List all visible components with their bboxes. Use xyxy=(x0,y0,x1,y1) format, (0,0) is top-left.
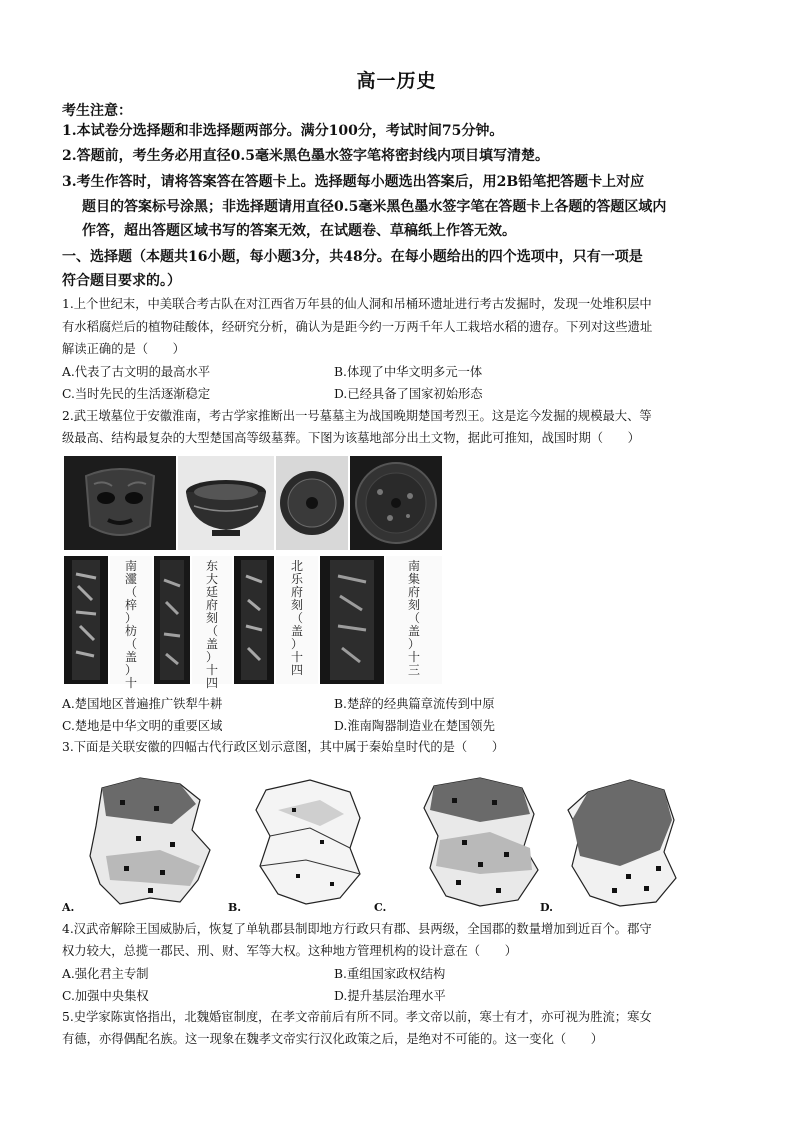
slip-glyph: ） xyxy=(205,650,218,664)
slip-glyph: 梓 xyxy=(124,598,137,612)
slip-glyph: 南 xyxy=(407,559,420,573)
slip-glyph: 集 xyxy=(407,572,420,586)
slip-glyph: ） xyxy=(407,637,420,651)
slip-transcription-4 xyxy=(386,556,442,684)
slip-glyph: 南 xyxy=(124,559,137,573)
map-a-label[interactable]: A. xyxy=(62,901,75,914)
q2-option-d[interactable]: D.淮南陶器制造业在楚国领先 xyxy=(334,719,495,733)
q3-line-1: 3.下面是关联安徽的四幅古代行政区划示意图，其中属于秦始皇时代的是（ ） xyxy=(62,740,505,754)
map-c xyxy=(424,778,538,906)
slip-glyph: 东 xyxy=(205,559,218,573)
slip-glyph: 盖 xyxy=(205,637,218,651)
q5-line-1: 5.史学家陈寅恪指出，北魏婚宦制度，在孝文帝前后有所不同。孝文帝以前，寒士有才，亦可视为胜流；寒女 xyxy=(62,1010,652,1024)
slip-glyph: 府 xyxy=(205,598,218,612)
page-title: 高一历史 xyxy=(356,70,437,92)
slip-text-3 xyxy=(276,560,318,677)
slip-glyph: 刻 xyxy=(205,611,218,625)
map-d-label[interactable]: D. xyxy=(540,901,553,914)
q4-option-c[interactable]: C.加强中央集权 xyxy=(62,989,149,1003)
slip-glyph: （ xyxy=(290,611,303,625)
slip-glyph: 四 xyxy=(290,663,303,677)
slip-glyph: （ xyxy=(124,637,137,651)
q1-line-3: 解读正确的是（ ） xyxy=(62,342,185,356)
slip-transcription-2 xyxy=(192,556,232,690)
slip-glyph: 𤅷 xyxy=(124,572,137,586)
slip-glyph: （ xyxy=(124,585,137,599)
slip-glyph: 四 xyxy=(205,676,218,690)
slip-transcription-1 xyxy=(110,556,152,690)
slip-glyph: 十 xyxy=(124,676,137,690)
notice-line-3c: 作答，超出答题区域书写的答案无效，在试题卷、草稿纸上作答无效。 xyxy=(82,223,516,239)
slip-glyph: 乐 xyxy=(290,572,303,586)
slip-glyph: 府 xyxy=(407,585,420,599)
slip-text-1 xyxy=(110,560,152,690)
notice-line-3a: 3.考生作答时，请将答案答在答题卡上。选择题每小题选出答案后，用2B铅笔把答题卡上对应 xyxy=(62,174,645,190)
slip-glyph: 三 xyxy=(407,663,420,677)
q1-option-d[interactable]: D.已经具备了国家初始形态 xyxy=(334,387,483,401)
lacquer-bowl-photo xyxy=(178,456,274,550)
notice-line-2: 2.答题前，考生务必用直径0.5毫米黑色墨水签字笔将密封线内项目填写清楚。 xyxy=(62,148,549,164)
q5-line-2: 有德，亦得偶配名族。这一现象在魏孝文帝实行汉化政策之后，是绝对不可能的。这一变化（ ） xyxy=(62,1032,604,1046)
slip-glyph: 十 xyxy=(407,650,420,664)
slip-glyph: ） xyxy=(124,611,137,625)
slip-glyph: 廷 xyxy=(205,585,218,599)
inscribed-slip-photo-3 xyxy=(234,556,274,684)
q1-line-2: 有水稻腐烂后的植物硅酸体，经研究分析，确认为是距今约一万两千年人工栽培水稻的遗存。下列对这些遗址 xyxy=(62,320,653,334)
artifact-photos xyxy=(64,456,442,690)
slip-glyph: ） xyxy=(290,637,303,651)
slip-glyph: 刻 xyxy=(407,598,420,612)
q2-line-1: 2.武王墩墓位于安徽淮南，考古学家推断出一号墓墓主为战国晚期楚国考烈王。这是迄今发掘的规模最大、等 xyxy=(62,409,652,423)
slip-glyph: 盖 xyxy=(124,650,137,664)
inscribed-slip-photo-1 xyxy=(64,556,108,684)
q2-option-b[interactable]: B.楚辞的经典篇章流传到中原 xyxy=(334,697,495,711)
q2-option-c[interactable]: C.楚地是中华文明的重要区域 xyxy=(62,719,223,733)
q2-line-2: 级最高、结构最复杂的大型楚国高等级墓葬。下图为该墓地部分出土文物，据此可推知，战国时期（ ） xyxy=(62,431,640,445)
slip-glyph: 盖 xyxy=(407,624,420,638)
q4-line-2: 权力较大，总揽一郡民、刑、财、军等大权。这种地方管理机构的设计意在（ ） xyxy=(62,944,517,958)
q1-option-a[interactable]: A.代表了古文明的最高水平 xyxy=(62,365,211,379)
notice-line-1: 1.本试卷分选择题和非选择题两部分。满分100分，考试时间75分钟。 xyxy=(62,123,504,139)
section-heading-a: 一、选择题（本题共16小题，每小题3分，共48分。在每小题给出的四个选项中，只有一项是 xyxy=(62,249,643,265)
slip-glyph: 十 xyxy=(205,663,218,677)
q4-line-1: 4.汉武帝解除王国威胁后，恢复了单轨郡县制即地方行政只有郡、县两级，全国郡的数量增加到近百个。郡守 xyxy=(62,922,652,936)
inscribed-slip-photo-4 xyxy=(320,556,384,684)
bronze-mirror-photo xyxy=(350,456,442,550)
slip-glyph: （ xyxy=(205,624,218,638)
map-b-label[interactable]: B. xyxy=(228,901,242,914)
slip-glyph: 枋 xyxy=(124,624,137,638)
map-b xyxy=(256,780,360,904)
slip-glyph: 十 xyxy=(290,650,303,664)
anhui-maps xyxy=(60,770,710,920)
q1-line-1: 1.上个世纪末，中美联合考古队在对江西省万年县的仙人洞和吊桶环遗址进行考古发掘时，发现一处堆积层中 xyxy=(62,297,652,311)
q1-option-b[interactable]: B.体现了中华文明多元一体 xyxy=(334,365,483,379)
slip-glyph: ） xyxy=(124,663,137,677)
slip-glyph: 刻 xyxy=(290,598,303,612)
slip-glyph: （ xyxy=(407,611,420,625)
map-d xyxy=(568,780,676,906)
slip-transcription-3 xyxy=(276,556,318,684)
q4-option-b[interactable]: B.重组国家政权结构 xyxy=(334,967,446,981)
map-c-label[interactable]: C. xyxy=(374,901,387,914)
slip-text-2 xyxy=(192,560,232,690)
q1-option-c[interactable]: C.当时先民的生活逐渐稳定 xyxy=(62,387,211,401)
q4-option-d[interactable]: D.提升基层治理水平 xyxy=(334,989,446,1003)
slip-glyph: 盖 xyxy=(290,624,303,638)
slip-glyph: 北 xyxy=(290,559,303,573)
notice-heading: 考生注意： xyxy=(62,103,132,119)
q2-option-a[interactable]: A.楚国地区普遍推广铁犁牛耕 xyxy=(62,697,223,711)
q4-option-a[interactable]: A.强化君主专制 xyxy=(62,967,149,981)
notice-line-3b: 题目的答案标号涂黑；非选择题请用直径0.5毫米黑色墨水签字笔在答题卡上各题的答题区域内 xyxy=(82,199,667,215)
bronze-disc-photo xyxy=(276,456,348,550)
slip-glyph: 府 xyxy=(290,585,303,599)
map-a xyxy=(90,778,210,904)
section-heading-b: 符合题目要求的。） xyxy=(62,273,181,289)
slip-text-4 xyxy=(386,560,442,677)
bronze-mask-photo xyxy=(64,456,176,550)
slip-glyph: 大 xyxy=(205,572,218,586)
inscribed-slip-photo-2 xyxy=(154,556,190,684)
